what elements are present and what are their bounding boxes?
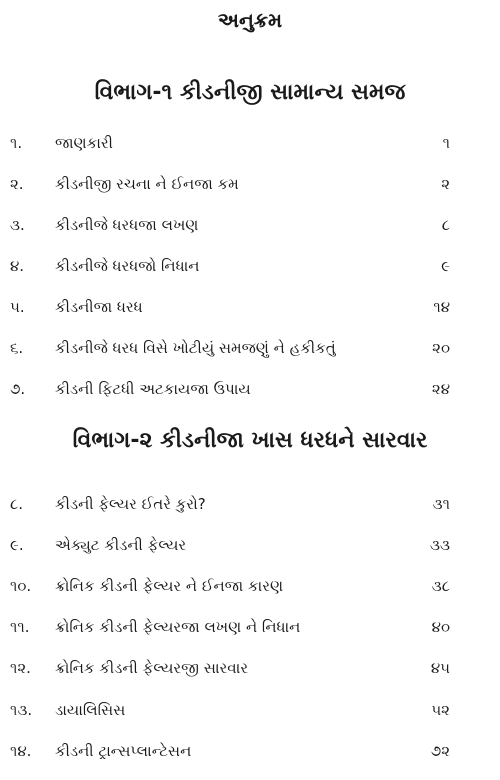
entry-page: ૪૫ (430, 659, 450, 677)
entry-page: ૭૨ (430, 742, 450, 760)
entry-title: કીડની ટ્રાન્સપ્લાન્ટેસન (55, 742, 192, 760)
entry-number: ૧૨. (10, 659, 31, 677)
entry-number: ૪. (10, 257, 25, 275)
toc-entry[interactable] (10, 131, 450, 155)
entry-number: ૧૩. (10, 701, 33, 719)
toc-entry[interactable] (10, 533, 450, 557)
entry-number: ૧૧. (10, 618, 30, 636)
entry-page: ૩૧ (432, 495, 450, 513)
section-heading: વિભાગ-૨ કીડનીજા ખાસ ધરધને સારવાર (72, 428, 428, 453)
entry-page: ૩૮ (431, 577, 450, 595)
entry-title: કીડનીજા ધરધ (55, 298, 143, 316)
page-title: અનુક્રમ (217, 8, 283, 32)
entry-page: ૨ (441, 175, 450, 193)
toc-entry[interactable] (10, 295, 450, 319)
entry-page: ૧૪ (433, 298, 450, 316)
entry-number: ૮. (10, 495, 24, 513)
entry-page: ૯ (441, 257, 450, 275)
entry-title: જાણકારી (55, 134, 113, 152)
entry-number: ૬. (10, 339, 24, 357)
toc-entry[interactable] (10, 172, 450, 196)
entry-title: ક્રોનિક કીડની ફેલ્યરજા લખણ ને નિધાન (55, 618, 301, 636)
toc-entry[interactable] (10, 213, 450, 237)
entry-page: ૧ (442, 134, 450, 152)
entry-title: કીડનીજે ધરધ વિસે ખોટીયું સમજણું ને હકીકતું (55, 339, 336, 357)
entry-number: ૧૦. (10, 577, 32, 595)
entry-title: કીડનીજે ધરધજા લખણ (55, 216, 199, 234)
entry-number: ૩. (10, 216, 25, 234)
toc-entry[interactable] (10, 739, 450, 763)
toc-entry[interactable] (10, 615, 450, 639)
toc-entry[interactable] (10, 492, 450, 516)
entry-title: ક્રોનિક કીડની ફેલ્યરજી સારવાર (55, 659, 249, 677)
entry-title: ક્રોનિક કીડની ફેલ્યર ને ઈનજા કારણ (55, 577, 284, 595)
toc-entry[interactable] (10, 698, 450, 722)
entry-number: ૫. (10, 298, 25, 316)
toc-entry[interactable] (10, 656, 450, 680)
toc-entry[interactable] (10, 254, 450, 278)
entry-title: કીડની ફેલ્યર ઈતરે કુરો? (55, 495, 206, 513)
entry-number: ૯. (10, 536, 24, 554)
entry-page: ૨૪ (431, 380, 450, 398)
entry-page: ૮ (441, 216, 450, 234)
entry-number: ૧. (10, 134, 23, 152)
toc-entry[interactable] (10, 336, 450, 360)
entry-page: ૨૦ (432, 339, 450, 357)
entry-title: કીડની ફિટધી અટકાયજા ઉપાય (55, 380, 251, 398)
toc-entry[interactable] (10, 574, 450, 598)
entry-page: ૪૦ (431, 618, 450, 636)
section-heading: વિભાગ-૧ કીડનીજી સામાન્ય સમજ (94, 80, 406, 105)
entry-number: ૭. (10, 380, 26, 398)
entry-title: કીડનીજે ધરધજો નિધાન (55, 257, 200, 275)
toc-entry[interactable] (10, 377, 450, 401)
entry-page: ૫૨ (431, 701, 450, 719)
entry-number: ૧૪. (10, 742, 32, 760)
entry-title: કીડનીજી રચના ને ઈનજા કમ (55, 175, 239, 193)
entry-page: ૩૩ (430, 536, 450, 554)
entry-number: ૨. (10, 175, 24, 193)
entry-title: ડાયાલિસિસ (55, 701, 126, 719)
entry-title: એક્યુટ કીડની ફેલ્યર (55, 536, 187, 554)
